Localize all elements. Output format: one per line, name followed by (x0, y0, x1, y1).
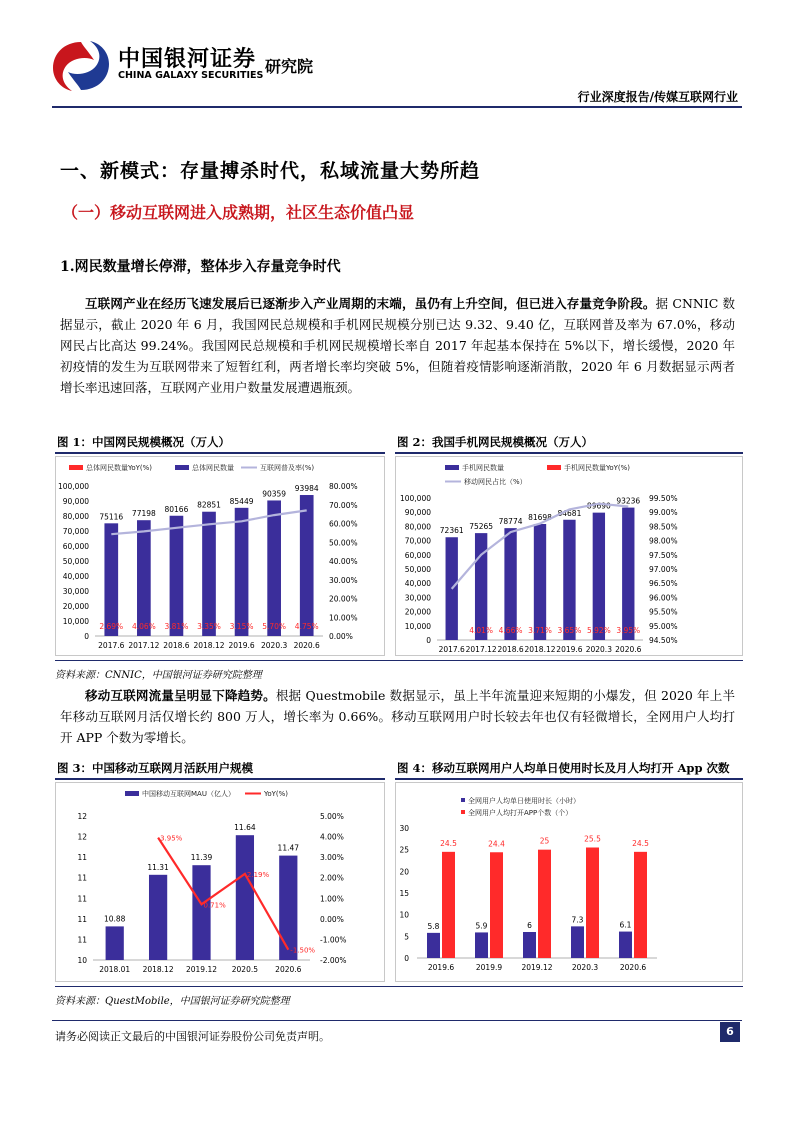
fig3-yoy-label: 0.71% (203, 901, 226, 910)
fig2-ytick-right: 95.50% (649, 607, 678, 617)
fig3-ytick-right: 2.00% (320, 873, 344, 883)
fig3-ytick-right: 3.00% (320, 853, 344, 863)
fig1-legend-swatch (175, 465, 189, 470)
fig4-bar-time (475, 932, 488, 958)
fig4-legend-label: 全网用户人均打开APP个数（个） (468, 809, 573, 817)
fig1-ytick-left: 70,000 (62, 527, 89, 536)
fig4-bar-time (619, 932, 632, 958)
fig1-bar (104, 523, 118, 636)
fig3-ytick-right: 0.00% (320, 914, 344, 924)
fig2-bar-label: 93236 (616, 496, 641, 506)
fig2-ytick-right: 96.50% (649, 579, 678, 589)
brand-name-en: CHINA GALAXY SECURITIES (118, 70, 264, 81)
header-rule (52, 106, 742, 108)
fig3-legend-label: 中国移动互联网MAU（亿人） (142, 790, 235, 798)
fig3-bar-label: 11.39 (190, 853, 213, 863)
fig1-ytick-right: 80.00% (329, 482, 358, 491)
section-heading-3: 1.网民数量增长停滞，整体步入存量竞争时代 (60, 259, 341, 275)
fig1-yoy-label: 4.75% (294, 622, 319, 631)
fig2-bar (593, 513, 605, 640)
fig2-ytick-left: 80,000 (404, 522, 431, 532)
fig1-ytick-right: 20.00% (329, 594, 358, 604)
fig2-bar-label: 89690 (586, 501, 611, 511)
fig2-ytick-left: 60,000 (404, 550, 431, 560)
fig2-xtick: 2020.3 (585, 645, 612, 654)
fig3-yoy-label: 2.19% (246, 870, 270, 879)
fig2-legend-label: 移动网民占比（%） (464, 478, 527, 486)
fig2-xtick: 2020.6 (615, 645, 642, 654)
figure-2-rule (395, 452, 743, 454)
fig4-bar-apps-label: 24.5 (632, 838, 649, 848)
chart-mobile-users (395, 456, 743, 656)
figure-4-rule (395, 778, 743, 780)
fig2-yoy-label: 4.01% (469, 626, 494, 635)
brand-name-cn: 中国银河证券 (118, 47, 257, 72)
fig1-ytick-left: 50,000 (62, 557, 89, 566)
fig1-xtick: 2018.6 (163, 641, 190, 650)
fig4-bar-time-label: 6 (527, 921, 532, 930)
fig3-bar (106, 926, 124, 960)
fig3-legend-swatch (125, 791, 139, 796)
fig2-bar (622, 508, 634, 640)
fig3-ytick-right: -2.00% (320, 956, 347, 965)
fig4-ytick-left: 10 (399, 910, 409, 920)
fig1-yoy-label: 2.69% (99, 622, 124, 631)
figure-4-title: 图 4：移动互联网用户人均单日使用时长及月人均打开 App 次数 (397, 761, 730, 775)
fig2-yoy-label: 5.92% (586, 626, 611, 635)
fig4-xtick: 2020.6 (619, 963, 647, 972)
fig4-legend-swatch (461, 810, 465, 814)
source-2-rule (55, 986, 743, 987)
section-heading-1: 一、新模式：存量搏杀时代，私域流量大势所趋 (60, 160, 481, 182)
fig4-bar-apps-label: 24.5 (440, 838, 457, 848)
source-note-2: 资料来源：QuestMobile，中国银河证券研究院整理 (55, 996, 290, 1007)
fig3-bar-label: 11.47 (277, 843, 300, 853)
fig2-ytick-right: 98.50% (649, 522, 678, 532)
fig1-yoy-label: 3.35% (197, 622, 221, 631)
fig4-ytick-left: 0 (404, 954, 409, 963)
fig1-ytick-left: 10,000 (62, 617, 89, 626)
fig4-bar-apps (634, 852, 647, 958)
paragraph-2 (60, 685, 735, 748)
fig3-ytick-right: 5.00% (320, 812, 344, 821)
fig2-bar-label: 81698 (528, 512, 552, 522)
fig4-ytick-left: 20 (399, 867, 409, 877)
figure-2-title: 图 2：我国手机网民规模概况（万人） (397, 435, 594, 449)
fig3-xtick: 2018.12 (142, 965, 174, 974)
fig1-ytick-left: 30,000 (62, 587, 89, 596)
fig4-bar-apps-label: 24.4 (488, 839, 505, 849)
footer-rule (52, 1020, 742, 1021)
fig4-bar-time (427, 933, 440, 958)
fig1-xtick: 2017.6 (98, 641, 125, 650)
fig2-bar (534, 524, 546, 640)
fig4-bar-apps (490, 852, 503, 958)
fig3-bar (149, 875, 167, 960)
figure-3-rule (55, 778, 385, 780)
fig3-xtick: 2020.5 (231, 965, 259, 974)
fig2-yoy-label: 3.71% (528, 626, 552, 635)
fig1-ytick-left: 80,000 (62, 512, 89, 521)
fig3-yoy-label: -1.50% (290, 946, 316, 955)
fig4-xtick: 2020.3 (571, 963, 599, 972)
fig1-ytick-left: 20,000 (62, 602, 89, 611)
fig1-ytick-right: 10.00% (329, 613, 358, 623)
fig2-bar (563, 520, 575, 640)
fig2-ytick-left: 20,000 (404, 607, 431, 617)
fig3-ytick-right: 1.00% (320, 894, 344, 904)
fig1-legend-label: 总体网民数量YoY(%) (86, 464, 153, 472)
fig1-bar (235, 508, 249, 636)
fig4-bar-time-label: 6.1 (619, 920, 632, 930)
fig3-ytick-right: 4.00% (320, 832, 344, 842)
fig3-xtick: 2019.12 (185, 965, 218, 974)
fig3-yoy-label: 3.95% (160, 834, 183, 843)
fig2-ytick-left: 0 (426, 636, 431, 645)
fig4-ytick-left: 25 (399, 845, 409, 855)
fig4-bar-apps-label: 25 (539, 836, 550, 846)
fig2-bar (504, 528, 516, 640)
page-number: 6 (720, 1022, 740, 1042)
fig2-ytick-right: 96.00% (649, 593, 678, 603)
fig2-ytick-left: 30,000 (404, 593, 431, 603)
fig2-bar (475, 533, 487, 640)
fig2-xtick: 2018.12 (524, 645, 556, 654)
fig1-ytick-right: 60.00% (329, 519, 358, 529)
paragraph-1-body: 据 CNNIC 数据显示，截止 2020 年 6 月，我国网民总规模和手机网民规模分别已达 9.32、9.40 亿，互联网普及率为 67.0%，移动网民占比高达 99.24%。我国网民总规模和手机网民规模增长率自 2017 年起基本保持在 5%以下，增长缓慢，2020 年初疫情的发生为互联网带来了短暂红利，两者增长率均突破 5%，但随着疫情影响逐渐消散，2020 年 6 月数据显示两者增长率迅速回落，互联网产业用户数量发展遭遇瓶颈。 (60, 296, 735, 395)
fig1-legend-swatch (69, 465, 83, 470)
fig4-ytick-left: 30 (399, 824, 409, 833)
fig1-xtick: 2018.12 (193, 641, 225, 650)
fig1-ytick-left: 100,000 (57, 482, 89, 491)
fig1-ytick-right: 40.00% (329, 557, 358, 566)
fig1-ytick-right: 50.00% (329, 538, 358, 548)
fig2-ytick-right: 99.50% (649, 494, 678, 503)
fig2-legend-label: 手机网民数量YoY(%) (564, 464, 631, 472)
fig4-ytick-left: 5 (404, 932, 409, 942)
fig4-bar-time (571, 926, 584, 958)
fig3-ytick-left: 11 (77, 914, 87, 924)
fig2-xtick: 2019.6 (556, 645, 583, 654)
fig2-ytick-left: 70,000 (404, 536, 431, 546)
fig4-legend-label: 全网用户人均单日使用时长（小时） (468, 797, 580, 805)
footer-disclaimer: 请务必阅读正文最后的中国银河证券股份公司免责声明。 (55, 1030, 330, 1043)
fig3-bar-label: 10.88 (103, 914, 126, 924)
fig1-ytick-left: 90,000 (62, 497, 89, 506)
fig2-legend-swatch (445, 465, 459, 470)
fig3-ytick-left: 11 (77, 873, 87, 883)
fig2-ytick-left: 40,000 (404, 579, 431, 589)
fig1-ytick-right: 30.00% (329, 575, 358, 585)
fig3-ytick-right: -1.00% (320, 935, 347, 945)
fig2-xtick: 2018.6 (497, 645, 524, 654)
fig2-ytick-right: 95.00% (649, 621, 678, 631)
fig3-ytick-left: 10 (77, 956, 87, 965)
fig4-xtick: 2019.12 (521, 963, 553, 972)
fig1-bar (170, 516, 184, 636)
fig3-ytick-left: 11 (77, 853, 87, 863)
figure-1-rule (55, 452, 385, 454)
fig1-yoy-label: 3.15% (229, 622, 254, 631)
source-note-1: 资料来源：CNNIC，中国银河证券研究院整理 (55, 670, 262, 681)
fig1-ytick-left: 60,000 (62, 542, 89, 551)
fig1-xtick: 2017.12 (128, 641, 160, 650)
fig2-bar-label: 78774 (498, 517, 523, 527)
fig3-bar-label: 11.64 (234, 823, 256, 833)
fig4-bar-time-label: 5.8 (427, 921, 440, 931)
fig1-bar (267, 500, 281, 636)
fig4-bar-time (523, 932, 536, 958)
fig2-xtick: 2017.12 (465, 645, 497, 654)
fig4-xtick: 2019.6 (427, 963, 455, 972)
fig2-bar-label: 84681 (557, 508, 582, 518)
fig3-ytick-left: 12 (77, 832, 87, 842)
fig2-bar-label: 72361 (439, 526, 464, 536)
chart-mobile-mau (55, 782, 385, 982)
paragraph-2-body: 根据 Questmobile 数据显示，虽上半年流量迎来短期的小爆发，但 2020 年上半年移动互联网月活仅增长约 800 万人，增长率为 0.66%。移动互联网用户时长较去年也仅有轻微增长，全网用户人均打开 APP 个数为零增长。 (60, 688, 735, 745)
fig4-ytick-left: 15 (399, 889, 409, 898)
fig1-bar-label: 85449 (229, 496, 254, 506)
fig4-xtick: 2019.9 (475, 963, 503, 972)
fig3-bar (279, 856, 297, 960)
fig2-ytick-left: 90,000 (404, 508, 431, 518)
fig3-xtick: 2018.01 (99, 965, 131, 974)
fig1-ytick-left: 40,000 (62, 572, 89, 581)
fig3-legend-label: YoY(%) (264, 790, 289, 798)
galaxy-logo-icon (50, 38, 112, 94)
fig1-yoy-label: 3.81% (164, 622, 189, 631)
fig1-bar (202, 512, 216, 636)
fig1-legend-label: 总体网民数量 (192, 464, 234, 472)
fig4-bar-apps (538, 850, 551, 958)
chart-internet-users (55, 456, 385, 656)
paragraph-2-lead: 移动互联网流量呈明显下降趋势。 (85, 688, 276, 703)
fig4-bar-apps (442, 852, 455, 958)
paragraph-1-lead: 互联网产业在经历飞速发展后已逐渐步入产业周期的末端，虽仍有上升空间，但已进入存量竞争阶段。 (85, 296, 656, 311)
fig1-legend-label: 互联网普及率(%) (260, 464, 315, 472)
fig2-ytick-left: 100,000 (399, 494, 431, 503)
fig4-legend-swatch (461, 798, 465, 802)
fig4-bar-apps (586, 848, 599, 959)
fig3-bar (236, 835, 254, 960)
fig2-ytick-left: 50,000 (404, 565, 431, 574)
fig2-xtick: 2017.6 (438, 645, 465, 654)
fig2-yoy-label: 3.65% (557, 626, 582, 635)
fig1-bar-label: 75116 (99, 512, 124, 522)
section-heading-2: （一）移动互联网进入成熟期，社区生态价值凸显 (62, 203, 415, 222)
fig3-ytick-left: 12 (77, 812, 87, 821)
fig2-yoy-label: 4.66% (498, 626, 523, 635)
fig1-xtick: 2019.6 (228, 641, 255, 650)
fig2-ytick-left: 10,000 (404, 621, 431, 631)
header-logo (50, 38, 340, 94)
figure-1-title: 图 1：中国网民规模概况（万人） (57, 435, 231, 449)
institute-label: 研究院 (265, 57, 314, 76)
report-type: 行业深度报告/传媒互联网行业 (577, 90, 738, 104)
fig2-ytick-right: 97.50% (649, 550, 678, 560)
fig1-yoy-label: 5.70% (262, 622, 287, 631)
fig4-bar-time-label: 5.9 (475, 921, 488, 931)
fig1-bar-label: 77198 (131, 509, 156, 519)
fig3-ytick-left: 11 (77, 935, 87, 945)
fig2-legend-swatch (547, 465, 561, 470)
chart-usage-time (395, 782, 743, 982)
fig1-ytick-left: 0 (84, 632, 89, 641)
fig1-bar (137, 520, 151, 636)
fig1-xtick: 2020.3 (261, 641, 288, 650)
fig1-yoy-label: 4.06% (131, 622, 156, 631)
fig2-bar-label: 75265 (469, 522, 494, 532)
fig2-ytick-right: 94.50% (649, 636, 678, 645)
fig4-bar-apps-label: 25.5 (584, 834, 601, 844)
fig3-bar-label: 11.31 (147, 862, 169, 872)
fig2-ytick-right: 97.00% (649, 565, 678, 574)
fig1-bar-label: 90359 (262, 489, 287, 499)
fig1-xtick: 2020.6 (293, 641, 320, 650)
fig3-ytick-left: 11 (77, 894, 87, 904)
fig2-legend-label: 手机网民数量 (462, 464, 504, 472)
fig1-ytick-right: 70.00% (329, 500, 358, 510)
fig1-bar-label: 93984 (294, 484, 319, 494)
fig2-yoy-label: 3.95% (616, 626, 641, 635)
fig3-xtick: 2020.6 (275, 965, 302, 974)
figure-3-title: 图 3：中国移动互联网月活跃用户规模 (57, 761, 254, 775)
fig1-bar-label: 82851 (197, 500, 221, 510)
source-1-rule (55, 660, 743, 661)
fig1-ytick-right: 0.00% (329, 632, 353, 641)
paragraph-1 (60, 293, 735, 398)
fig1-bar-label: 80166 (164, 504, 189, 514)
fig4-bar-time-label: 7.3 (571, 915, 584, 925)
fig3-bar (192, 865, 210, 960)
fig2-ytick-right: 99.00% (649, 508, 678, 518)
fig2-ytick-right: 98.00% (649, 536, 678, 546)
fig1-bar (300, 495, 314, 636)
